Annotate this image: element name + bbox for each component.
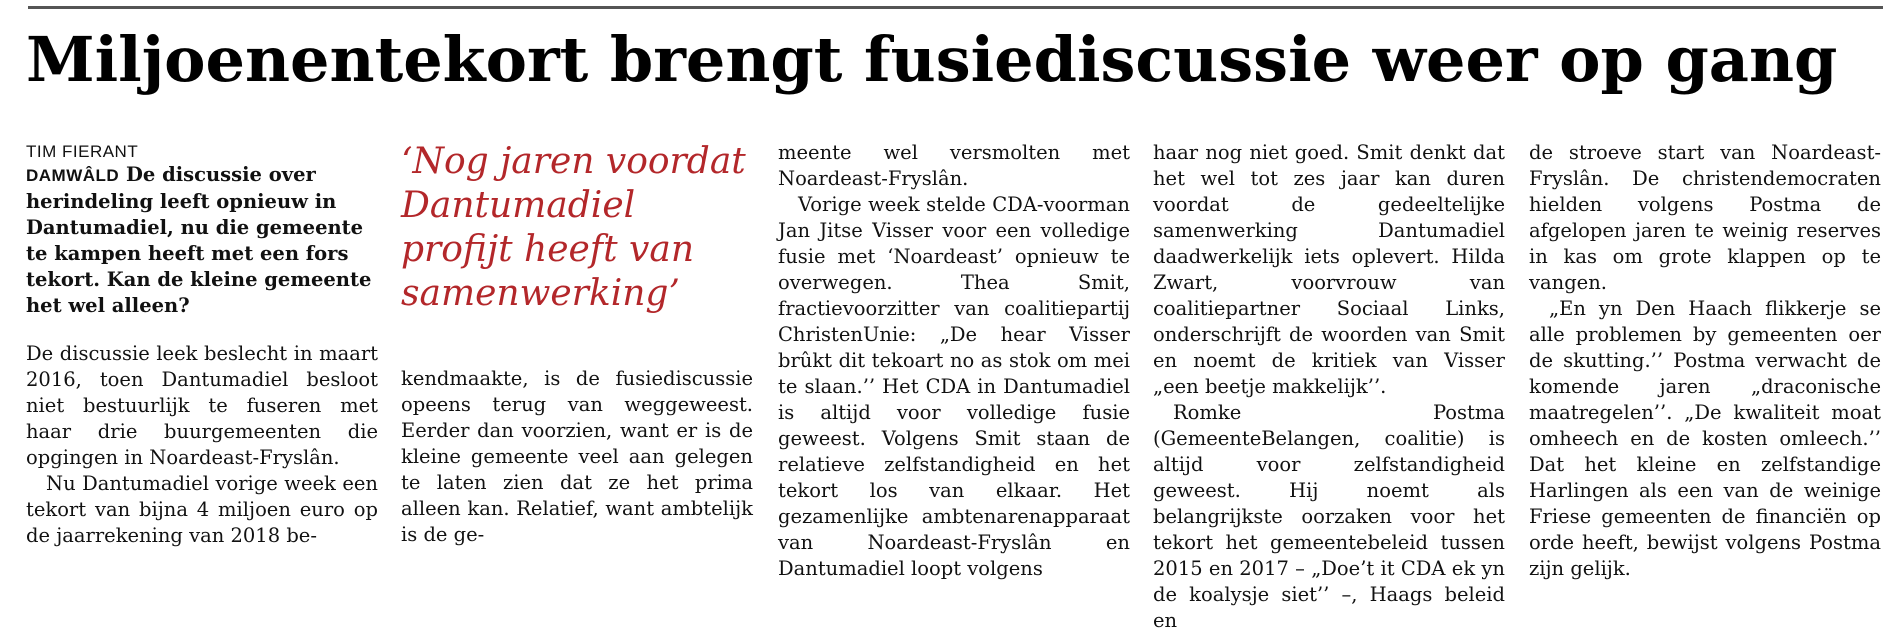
paragraph: De discussie leek beslecht in maart 2016, toen Dantumadiel besloot niet bestuurlijk te fuseren met haar drie buurgemeenten die opgingen in Noardeast-Fryslân. (26, 342, 378, 469)
lead-paragraph (26, 162, 378, 319)
paragraph: Vorige week stelde CDA-voorman Jan Jitse Visser voor een volledige fusie met ‘Noardeast’ opnieuw te overwegen. Thea Smit, fractievoorzitter van coalitiepartij ChristenUnie: „De hear Visser brûkt dit tekoart no as stok om mei te slaan.’’ Het CDA in Dantumadiel is altijd voor volledige fusie geweest. Volgens Smit staan de relatieve zelfstandigheid en het tekort los van elkaar. Het gezamenlijke ambtenarenapparaat van Noardeast-Fryslân en Dantumadiel loopt volgens (778, 193, 1130, 580)
paragraph: de stroeve start van Noardeast-Fryslân. De christendemocraten hielden volgens Postma de afgelopen jaren te weinig reserves in kas om grote klappen op te vangen. (1529, 141, 1881, 294)
paragraph: Nu Dantumadiel vorige week een tekort van bijna 4 miljoen euro op de jaarrekening van 2018 be- (26, 472, 378, 547)
headline: Miljoenentekort brengt fusiediscussie weer op gang (26, 23, 1838, 96)
column-3 (778, 140, 1130, 582)
column-2 (401, 140, 753, 548)
paragraph: kendmaakte, is de fusiediscussie opeens terug van weggeweest. Eerder dan voorzien, want er is de kleine gemeente veel aan gelegen te laten zien dat ze het prima alleen kan. Relatief, want ambtelijk is de ge- (401, 367, 753, 546)
paragraph: meente wel versmolten met Noardeast-Fryslân. (778, 141, 1130, 190)
paragraph: „En yn Den Haach flikkerje se alle problemen by gemeenten oer de skutting.’’ Postma verwacht de komende jaren „draconische maatregelen’’. „De kwaliteit moat omheech en de kosten omleech.’’ Dat het kleine en zelfstandige Harlingen als een van de weinige Friese gemeenten de financiën op orde heeft, bewijst volgens Postma zijn gelijk. (1529, 297, 1881, 580)
pull-quote: ‘Nog jaren voordat Dantumadiel profijt heeft van samenwerking’ (401, 141, 746, 314)
column-1 (26, 142, 378, 549)
top-rule (28, 6, 1883, 9)
lead-text: De discussie over herindeling leeft opnieuw in Dantumadiel, nu die gemeente te kampen heeft met een fors tekort. Kan de kleine gemeente het wel alleen? (26, 163, 372, 317)
paragraph: haar nog niet goed. Smit denkt dat het wel tot zes jaar kan duren voordat de gedeeltelijke samenwerking Dantumadiel daadwerkelijk iets oplevert. Hilda Zwart, voorvrouw van coalitiepartner Sociaal Links, onderschrijft de woorden van Smit en noemt de kritiek van Visser „een beetje makkelijk’’. (1153, 141, 1505, 398)
column-4 (1153, 140, 1505, 634)
dateline: DAMWÂLD (26, 166, 120, 185)
paragraph: Romke Postma (GemeenteBelangen, coalitie) is altijd voor zelfstandigheid geweest. Hij noemt als belangrijkste oorzaken voor het tekort het gemeentebeleid tussen 2015 en 2017 – „Doe’t it CDA ek yn de koalysje siet’’ –, Haags beleid en (1153, 401, 1505, 632)
column-5 (1529, 140, 1881, 582)
byline: TIM FIERANT (26, 142, 139, 161)
